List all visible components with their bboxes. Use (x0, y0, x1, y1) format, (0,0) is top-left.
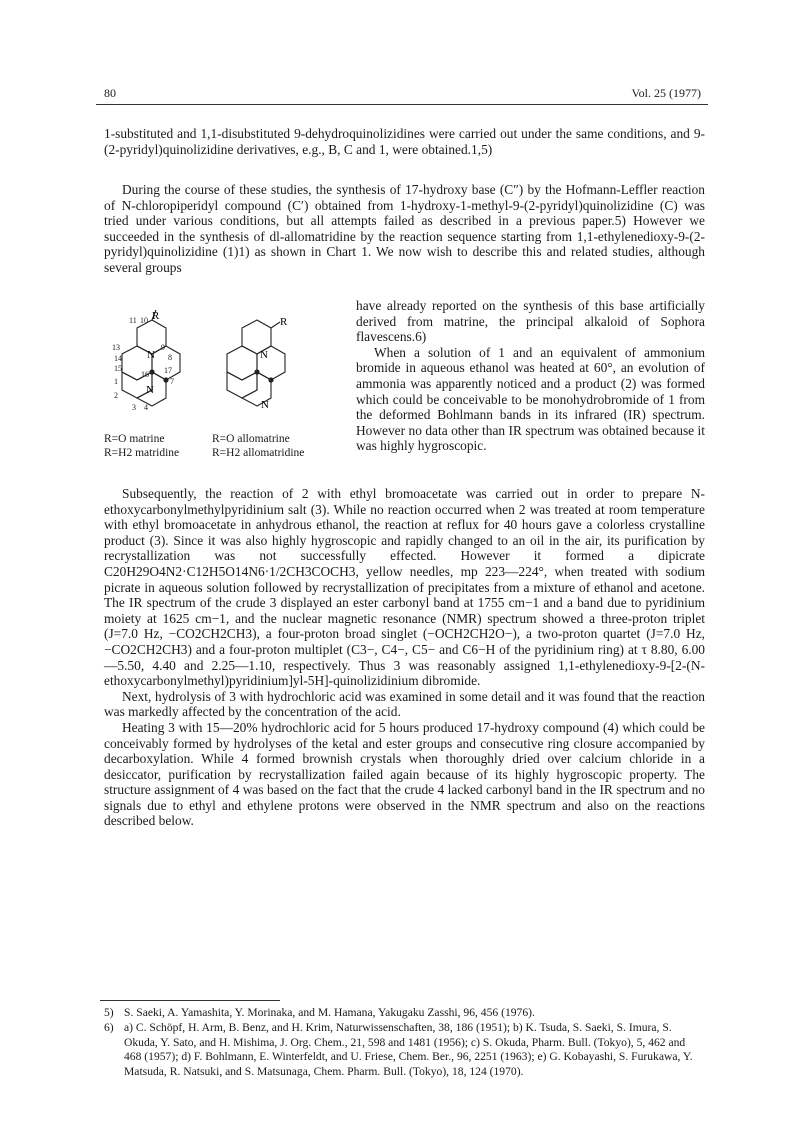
label-r: R (152, 310, 160, 322)
structure-figure (104, 298, 347, 498)
svg-text:17: 17 (164, 366, 172, 375)
allomatrine-skeleton (227, 320, 285, 406)
svg-text:3: 3 (132, 403, 136, 412)
atom-n-label: N (260, 349, 268, 361)
svg-text:13: 13 (112, 343, 120, 352)
stereo-dot (149, 369, 154, 374)
body-paragraph-2: During the course of these studies, the synthesis of 17-hydroxy base (C″) by the Hofmann-Leffler reaction of N-chloropiperidyl compound (C′) obtained from 1-hydroxy-1-methyl-9-(2-pyridyl)quinolizidine (C) was tried under various conditions, but all attempts failed as described in a previous paper.5) However we succeeded in the synthesis of dl-allomatridine by the reaction sequence starting from 1,1-ethylenedioxy-9-(2-pyridyl)quinolizidine (1)1) as shown in Chart 1. We now wish to describe this and related studies, although several groups (104, 182, 705, 275)
svg-text:8: 8 (168, 353, 172, 362)
footnotes (104, 1006, 705, 1080)
volume-label: Vol. 25 (1977) (631, 86, 701, 100)
stereo-dot (163, 377, 168, 382)
atom-n-label: N (147, 349, 155, 361)
caption-matrine: R=O matrine R=H2 matridine (104, 433, 180, 459)
ring-numbers (112, 316, 174, 412)
header-rule (96, 104, 708, 105)
svg-text:15: 15 (114, 364, 122, 373)
footnote-item: 6) a) C. Schöpf, H. Arm, B. Benz, and H. Krim, Naturwissenschaften, 38, 186 (1951); b) K. Tsuda, S. Saeki, S. Imura, S. Okuda, Y. Sato, and H. Mishima, J. Org. Chem., 21, 598 and 1481 (1956); c) S. Okuda, Pharm. Bull. (Tokyo), 5, 462 and 468 (1957); d) F. Bohlmann, E. Winterfeldt, and U. Friese, Chem. Ber., 96, 2251 (1963); e) G. Kobayashi, S. Furukawa, Y. Matsuda, R. Natsuki, and S. Matsunaga, Chem. Pharm. Bull. (Tokyo), 18, 124 (1970). (104, 1020, 693, 1079)
stereo-dot (254, 369, 259, 374)
svg-text:2: 2 (114, 391, 118, 400)
svg-text:4: 4 (144, 403, 148, 412)
stereo-dot (268, 377, 273, 382)
atom-n-label: N (261, 399, 269, 411)
svg-text:1: 1 (114, 377, 118, 386)
atom-n-label: N (146, 384, 154, 396)
footnote-item: 5) S. Saeki, A. Yamashita, Y. Morinaka, and M. Hamana, Yakugaku Zasshi, 96, 456 (1976). (104, 1006, 535, 1019)
svg-text:14: 14 (114, 354, 122, 363)
svg-text:16: 16 (141, 370, 149, 379)
page-number: 80 (104, 86, 116, 100)
svg-text:11: 11 (129, 316, 137, 325)
body-paragraph-1: 1-substituted and 1,1-disubstituted 9-dehydroquinolizidines were carried out under the same conditions, and 9-(2-pyridyl)quinolizidine derivatives, e.g., B, C and 1, were obtained.1,5) (104, 126, 705, 157)
caption-allomatrine: R=O allomatrine R=H2 allomatridine (212, 433, 305, 459)
footnote-rule (100, 1000, 280, 1001)
body-continued: Subsequently, the reaction of 2 with ethyl bromoacetate was carried out in order to prepare N-ethoxycarbonylmethylpyridinium salt (3). While no reaction occurred when 2 was treated at room temperature with ethyl bromoacetate in anhydrous ethanol, the reaction at reflux for 40 hours gave a colorless crystalline product (3). Since it was also highly hygroscopic and rapidly changed to an oil in the air, its purification by recrystallization was not successfully effected. However it formed a dipicrate C20H29O4N2·C12H5O14N6·1/2CH3COCH3, yellow needles, mp 223—224°, when treated with sodium picrate in aqueous solution followed by recrystallization of precipitates from a mixture of ethanol and acetone. The IR spectrum of the crude 3 displayed an ester carbonyl band at 1755 cm−1 and a band due to pyridinium moiety at 1625 cm−1, and the nuclear magnetic resonance (NMR) spectrum showed a three-proton triplet (J=7.0 Hz, −CO2CH2CH3), a four-proton broad singlet (−OCH2CH2O−), a two-proton quartet (J=7.0 Hz, −CO2CH2CH3) and a four-proton multiplet (C3−, C4−, C5− and C6−H of the pyridinium ring) at τ 8.80, 6.00—5.50, 4.40 and 2.25—1.10, respectively. Thus 3 was reasonably assigned 1,1-ethylenedioxy-9-[2-(N-ethoxycarbonylmethyl)pyridinium]yl-5H]-quinolizidinium dibromide. Next, hydrolysis of 3 with hydrochloric acid was examined in some detail and it was found that the reaction was markedly affected by the concentration of the acid. Heating 3 with 15—20% hydrochloric acid for 5 hours produced 17-hydroxy compound (4) which could be conceivably formed by hydrolyses of the ketal and ester groups and consecutive ring closure accompanied by decarboxylation. While 4 formed brownish crystals when thoroughly dried over calcium chloride in a desiccator, purification by recrystallization failed again because of its highly hygroscopic property. The structure assignment of 4 was based on the fact that the crude 4 lacked carbonyl band in the IR spectrum and no signals due to ethyl and ethylene protons were observed in the NMR spectrum and also on the reactions described below. (104, 486, 705, 829)
svg-text:7: 7 (170, 377, 174, 386)
side-text: have already reported on the synthesis of this base artificially derived from matrine, the principal alkaloid of Sophora flavescens.6) When a solution of 1 and an equivalent of ammonium bromide in aqueous ethanol was heated at 60°, an evolution of ammonia was apparently noticed and a product (2) was formed which could be conceivable to be monohydrobromide of 1 from the deformed Bohlmann bands in its infrared (IR) spectrum. However no data other than IR spectrum was obtained because it was highly hygroscopic. (356, 298, 705, 454)
svg-text:9: 9 (161, 343, 165, 352)
label-r: R (280, 316, 288, 328)
svg-text:10: 10 (140, 316, 148, 325)
structure-drawings (104, 298, 347, 498)
